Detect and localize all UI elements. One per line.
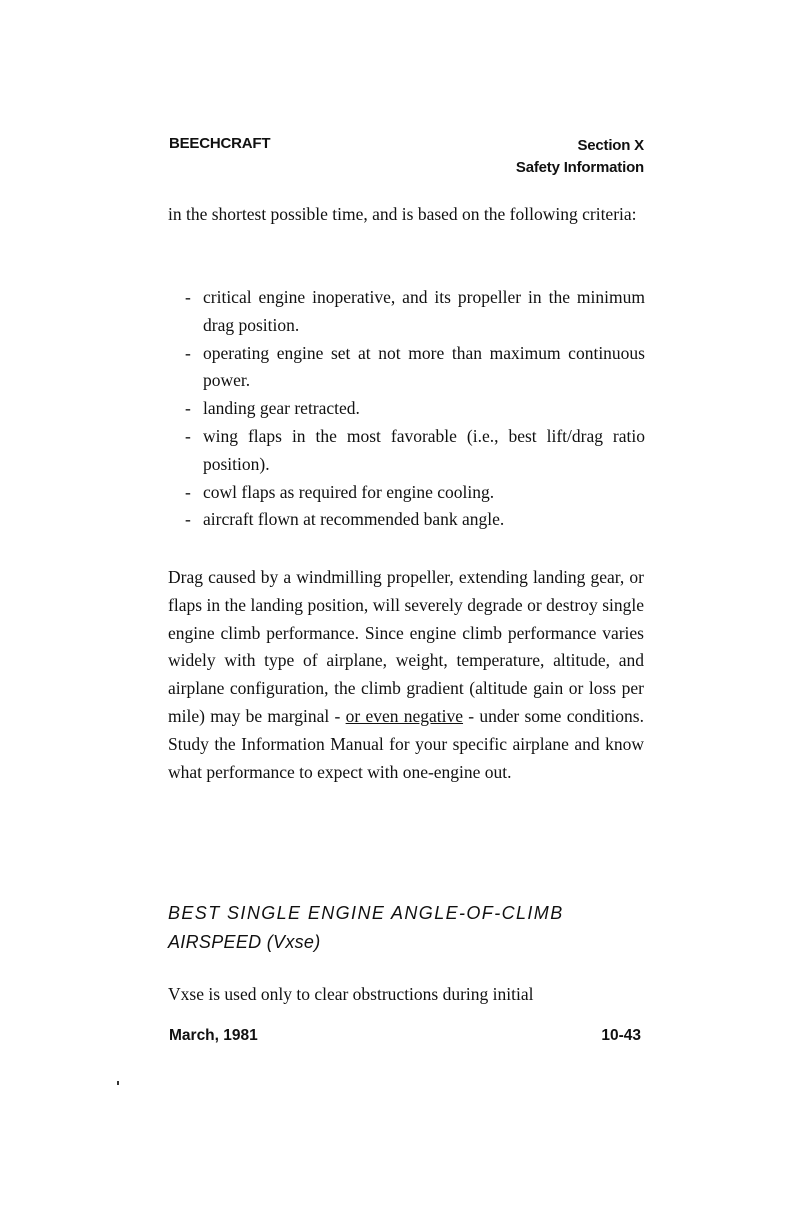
page-number: 10-43	[601, 1027, 641, 1044]
list-dash: -	[185, 481, 191, 502]
list-item-text: critical engine inoperative, and its propeller in the minimum drag position.	[203, 287, 645, 335]
list-item	[185, 506, 645, 534]
heading-line-2: AIRSPEED (Vxse)	[168, 932, 321, 952]
underlined-emphasis: or even negative	[345, 705, 464, 726]
drag-text-after: - under some conditions. Study the Information Manual for your specific airplane and know what performance to expect with one-engine out.	[168, 705, 644, 782]
list-item	[185, 479, 645, 507]
footer-date: March, 1981	[169, 1027, 258, 1044]
drag-paragraph	[168, 564, 644, 786]
list-item-text: operating engine set at not more than maximum continuous power.	[203, 342, 645, 391]
list-item-text: aircraft flown at recommended bank angle.	[203, 509, 505, 530]
list-item	[185, 340, 645, 396]
scan-speck	[117, 1081, 119, 1085]
section-title: Safety Information	[515, 159, 644, 176]
list-dash: -	[185, 342, 191, 363]
section-header	[516, 135, 644, 179]
section-heading	[168, 899, 648, 957]
vxse-paragraph: Vxse is used only to clear obstructions during initial	[168, 984, 534, 1004]
section-number: Section X	[577, 137, 644, 154]
list-item-text: wing flaps in the most favorable (i.e., best lift/drag ratio position).	[203, 425, 645, 474]
list-item	[185, 284, 645, 340]
list-dash: -	[185, 425, 191, 446]
manufacturer-header: BEECHCRAFT	[169, 135, 271, 152]
intro-paragraph: in the shortest possible time, and is based on the following criteria:	[168, 204, 637, 224]
list-item	[185, 423, 645, 479]
criteria-list	[185, 284, 645, 534]
list-item	[185, 395, 645, 423]
list-item-text: cowl flaps as required for engine cooling.	[203, 481, 495, 502]
list-dash: -	[185, 287, 191, 307]
list-item-text: landing gear retracted.	[203, 398, 360, 419]
list-dash: -	[185, 398, 191, 419]
list-dash: -	[185, 509, 191, 530]
heading-line-1: BEST SINGLE ENGINE ANGLE-OF-CLIMB	[168, 903, 564, 923]
drag-text-before: Drag caused by a windmilling propeller, extending landing gear, or flaps in the landing position, will severely degrade or destroy single engine climb performance. Since engine climb performance varies widely with type of airplane, weight, temperature, altitude, and airplane configuration, the climb gradient (altitude gain or loss per mile) may be marginal -	[168, 567, 644, 726]
